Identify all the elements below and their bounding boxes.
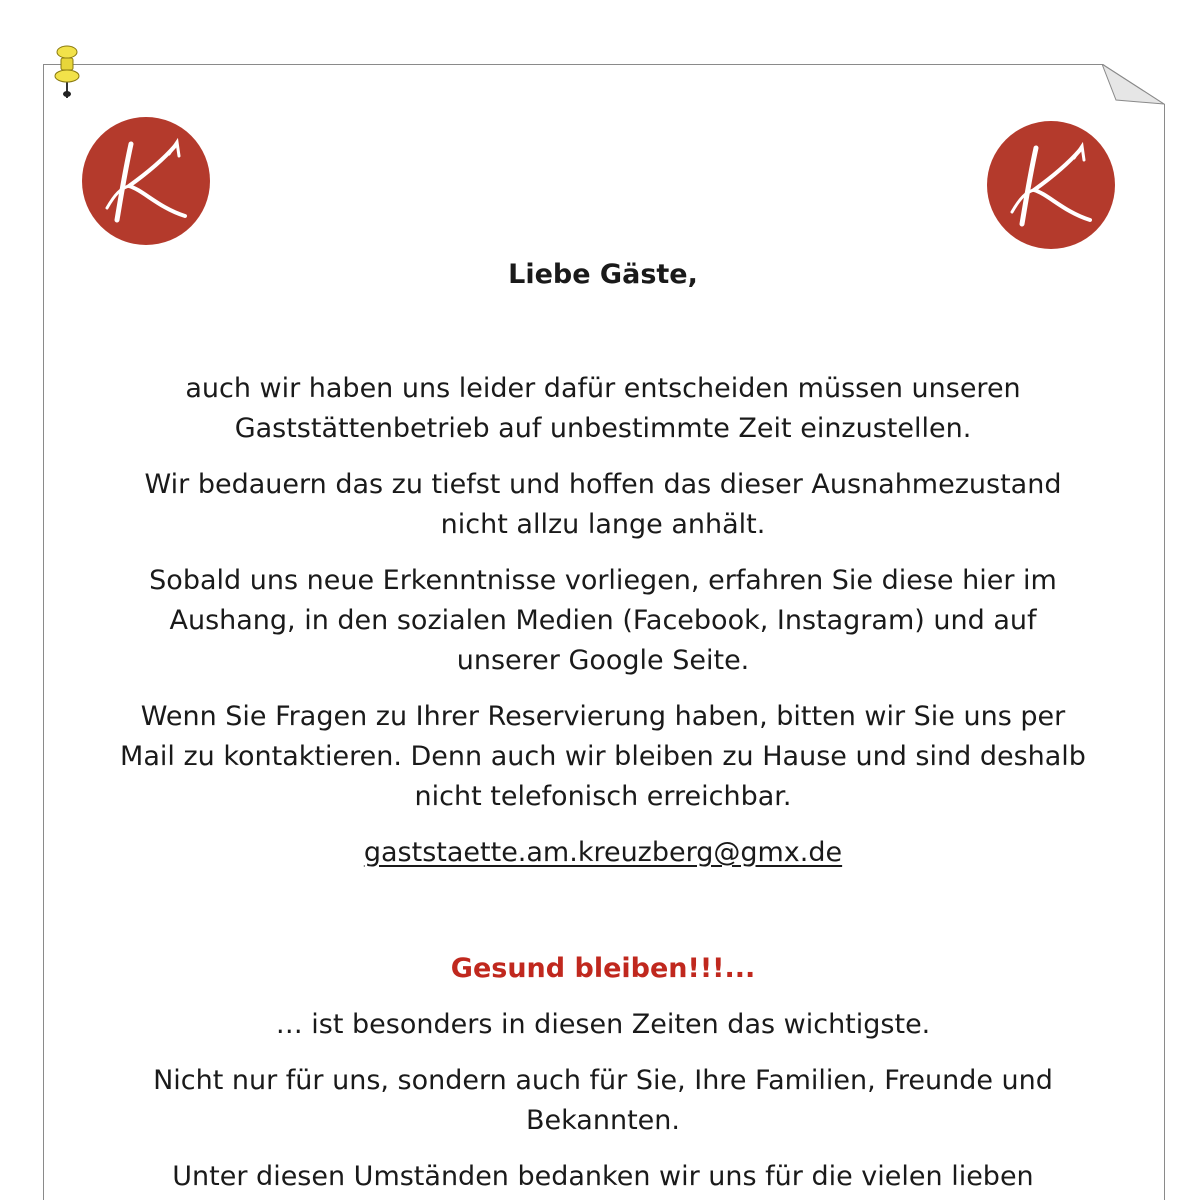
paragraph-contact: Wenn Sie Fragen zu Ihrer Reservierung haben, bitten wir Sie uns per Mail zu kontaktieren. Denn auch wir bleiben zu Hause und sind deshalb nicht telefonisch erreichbar. (120, 701, 1086, 812)
paragraph-updates: Sobald uns neue Erkenntnisse vorliegen, erfahren Sie diese hier im Aushang, in den sozialen Medien (Facebook, Instagram) und auf unserer Google Seite. (149, 565, 1057, 676)
greeting: Liebe Gäste, (508, 259, 698, 290)
notice-content (120, 255, 1086, 1200)
paragraph-regret: Wir bedauern das zu tiefst und hoffen das dieser Ausnahmezustand nicht allzu lange anhält. (144, 469, 1062, 540)
logo-k-left (81, 116, 211, 246)
stay-healthy-heading: Gesund bleiben!!!... (450, 953, 756, 984)
email-link[interactable]: gaststaette.am.kreuzberg@gmx.de (363, 837, 843, 868)
push-pin-icon (52, 44, 82, 100)
paragraph-closure: auch wir haben uns leider dafür entscheiden müssen unseren Gaststättenbetrieb auf unbestimmte Zeit einzustellen. (185, 373, 1021, 444)
closing-paragraph-2: Nicht nur für uns, sondern auch für Sie, Ihre Familien, Freunde und Bekannten. (153, 1065, 1053, 1136)
page-curl-icon (1102, 64, 1166, 106)
closing-paragraph-3: Unter diesen Umständen bedanken wir uns für die vielen lieben (172, 1161, 1034, 1192)
closing-paragraph-1: … ist besonders in diesen Zeiten das wichtigste. (275, 1009, 931, 1040)
logo-k-right (986, 120, 1116, 250)
